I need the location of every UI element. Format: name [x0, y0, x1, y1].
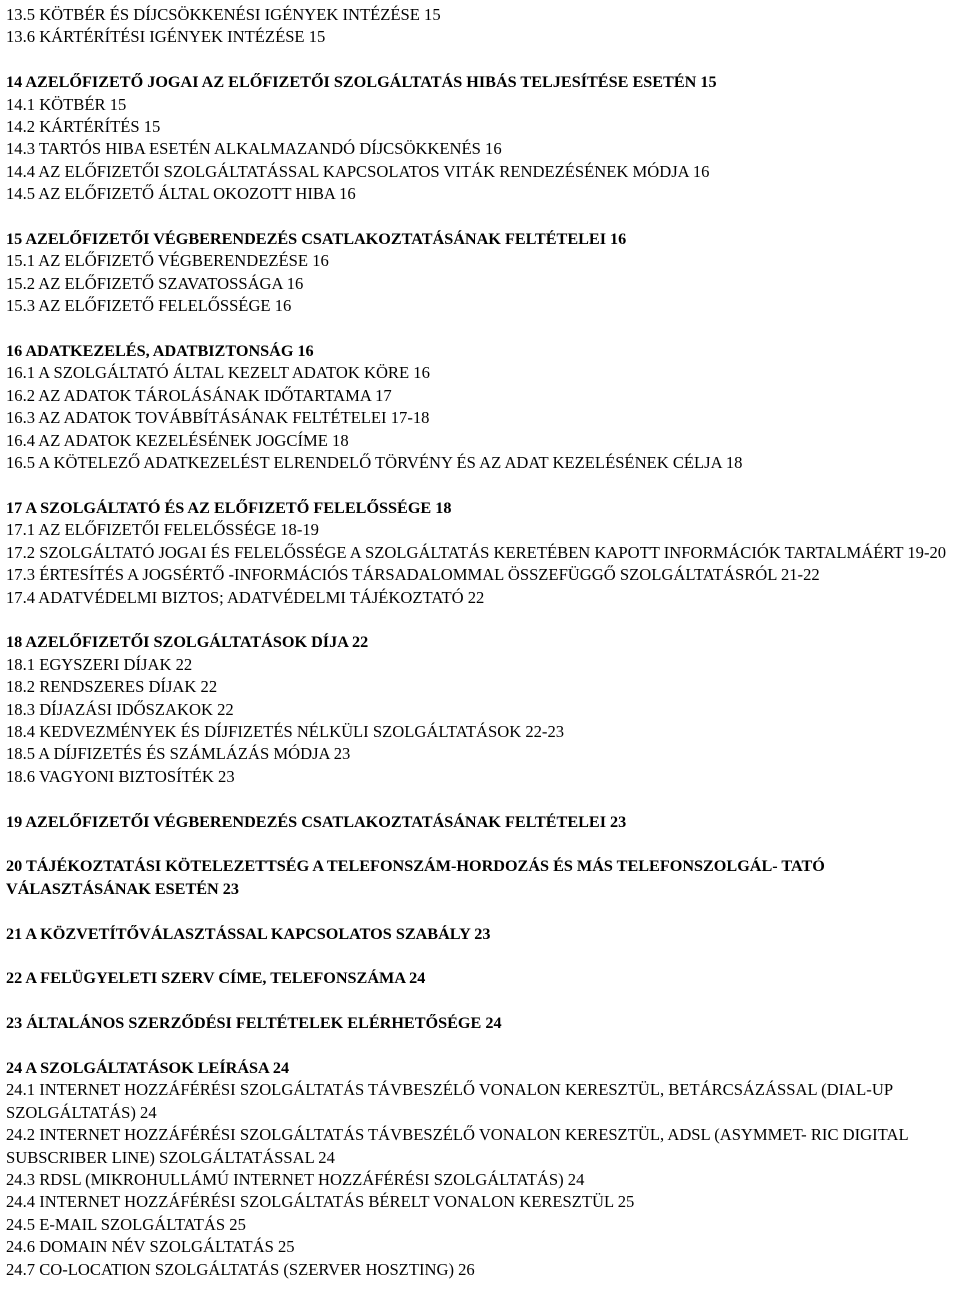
toc-entry: 24.6 DOMAIN NÉV SZOLGÁLTATÁS 25	[6, 1237, 295, 1257]
toc-entry: 24.1 INTERNET HOZZÁFÉRÉSI SZOLGÁLTATÁS TÁVBESZÉLŐ VONALON KERESZTÜL, BETÁRCSÁZÁSSAL (DIAL-UP SZOLGÁLTATÁS) 24	[6, 1080, 893, 1122]
toc-entry: 18.6 VAGYONI BIZTOSÍTÉK 23	[6, 766, 235, 786]
toc-chapter-heading: 22 A FELÜGYELETI SZERV CÍME, TELEFONSZÁMA 24	[6, 969, 426, 988]
toc-chapter-heading: 17 A SZOLGÁLTATÓ ÉS AZ ELŐFIZETŐ FELELŐSSÉGE 18	[6, 498, 452, 517]
toc-entry: 14.5 AZ ELŐFIZETŐ ÁLTAL OKOZOTT HIBA 16	[6, 184, 356, 204]
toc-entry: 18.1 EGYSZERI DÍJAK 22	[6, 654, 193, 674]
toc-chapter-heading: 18 AZELŐFIZETŐI SZOLGÁLTATÁSOK DÍJA 22	[6, 633, 369, 652]
toc-chapter-heading: 19 AZELŐFIZETŐI VÉGBERENDEZÉS CSATLAKOZTATÁSÁNAK FELTÉTELEI 23	[6, 812, 627, 831]
toc-entry: 14.4 AZ ELŐFIZETŐI SZOLGÁLTATÁSSAL KAPCSOLATOS VITÁK RENDEZÉSÉNEK MÓDJA 16	[6, 161, 710, 181]
toc-entry: 17.1 AZ ELŐFIZETŐI FELELŐSSÉGE 18-19	[6, 520, 319, 540]
toc-entry: 24.4 INTERNET HOZZÁFÉRÉSI SZOLGÁLTATÁS BÉRELT VONALON KERESZTÜL 25	[6, 1192, 635, 1212]
toc-entry: 17.2 SZOLGÁLTATÓ JOGAI ÉS FELELŐSSÉGE A SZOLGÁLTATÁS KERETÉBEN KAPOTT INFORMÁCIÓK TARTALMÁÉRT 19-20	[6, 542, 947, 562]
toc-entry: 24.7 CO-LOCATION SZOLGÁLTATÁS (SZERVER HOSZTING) 26	[6, 1259, 475, 1279]
toc-entry: 18.2 RENDSZERES DÍJAK 22	[6, 677, 218, 697]
toc-entry: 14.1 KÖTBÉR 15	[6, 94, 127, 114]
toc-chapter-heading: 15 AZELŐFIZETŐI VÉGBERENDEZÉS CSATLAKOZTATÁSÁNAK FELTÉTELEI 16	[6, 230, 627, 249]
toc-chapter-heading: 21 A KÖZVETÍTŐVÁLASZTÁSSAL KAPCSOLATOS SZABÁLY 23	[6, 924, 491, 943]
toc-chapter-heading: 24 A SZOLGÁLTATÁSOK LEÍRÁSA 24	[6, 1058, 290, 1077]
toc-entry: 13.5 KÖTBÉR ÉS DÍJCSÖKKENÉSI IGÉNYEK INTÉZÉSE 15	[6, 5, 441, 24]
toc-chapter-heading: 14 AZELŐFIZETŐ JOGAI AZ ELŐFIZETŐI SZOLGÁLTATÁS HIBÁS TELJESÍTÉSE ESETÉN 15	[6, 73, 717, 92]
toc-chapter-heading: 23 ÁLTALÁNOS SZERZŐDÉSI FELTÉTELEK ELÉRHETŐSÉGE 24	[6, 1014, 502, 1033]
toc-chapter-heading: 16 ADATKEZELÉS, ADATBIZTONSÁG 16	[6, 342, 314, 361]
toc-entry: 15.3 AZ ELŐFIZETŐ FELELŐSSÉGE 16	[6, 296, 292, 316]
toc-entry: 16.3 AZ ADATOK TOVÁBBÍTÁSÁNAK FELTÉTELEI 17-18	[6, 408, 430, 428]
table-of-contents	[6, 4, 956, 1281]
toc-entry: 16.4 AZ ADATOK KEZELÉSÉNEK JOGCÍME 18	[6, 430, 349, 450]
toc-entry: 14.2 KÁRTÉRÍTÉS 15	[6, 117, 161, 137]
toc-entry: 24.3 RDSL (MIKROHULLÁMÚ INTERNET HOZZÁFÉRÉSI SZOLGÁLTATÁS) 24	[6, 1169, 585, 1189]
toc-entry: 24.5 E-MAIL SZOLGÁLTATÁS 25	[6, 1214, 246, 1234]
toc-entry: 16.5 A KÖTELEZŐ ADATKEZELÉST ELRENDELŐ TÖRVÉNY ÉS AZ ADAT KEZELÉSÉNEK CÉLJA 18	[6, 453, 743, 473]
toc-entry: 17.4 ADATVÉDELMI BIZTOS; ADATVÉDELMI TÁJÉKOZTATÓ 22	[6, 587, 485, 607]
toc-entry: 18.3 DÍJAZÁSI IDŐSZAKOK 22	[6, 699, 234, 719]
toc-entry: 16.2 AZ ADATOK TÁROLÁSÁNAK IDŐTARTAMA 17	[6, 385, 392, 405]
toc-entry: 15.1 AZ ELŐFIZETŐ VÉGBERENDEZÉSE 16	[6, 251, 329, 271]
toc-entry: 24.2 INTERNET HOZZÁFÉRÉSI SZOLGÁLTATÁS TÁVBESZÉLŐ VONALON KERESZTÜL, ADSL (ASYMMET- RIC DIGITAL SUBSCRIBER LINE) SZOLGÁLTATÁSSAL 24	[6, 1125, 908, 1167]
toc-entry: 16.1 A SZOLGÁLTATÓ ÁLTAL KEZELT ADATOK KÖRE 16	[6, 363, 430, 383]
toc-entry: 18.5 A DÍJFIZETÉS ÉS SZÁMLÁZÁS MÓDJA 23	[6, 744, 351, 764]
toc-entry: 17.3 ÉRTESÍTÉS A JOGSÉRTŐ -INFORMÁCIÓS TÁRSADALOMMAL ÖSSZEFÜGGŐ SZOLGÁLTATÁSRÓL 21-22	[6, 565, 820, 585]
toc-chapter-heading: 20 TÁJÉKOZTATÁSI KÖTELEZETTSÉG A TELEFONSZÁM-HORDOZÁS ÉS MÁS TELEFONSZOLGÁL- TATÓ VÁLASZTÁSÁNAK ESETÉN 23	[6, 857, 825, 898]
toc-entry: 13.6 KÁRTÉRÍTÉSI IGÉNYEK INTÉZÉSE 15	[6, 27, 326, 47]
toc-entry: 15.2 AZ ELŐFIZETŐ SZAVATOSSÁGA 16	[6, 273, 304, 293]
toc-entry: 18.4 KEDVEZMÉNYEK ÉS DÍJFIZETÉS NÉLKÜLI SZOLGÁLTATÁSOK 22-23	[6, 721, 565, 741]
toc-entry: 14.3 TARTÓS HIBA ESETÉN ALKALMAZANDÓ DÍJCSÖKKENÉS 16	[6, 139, 502, 159]
